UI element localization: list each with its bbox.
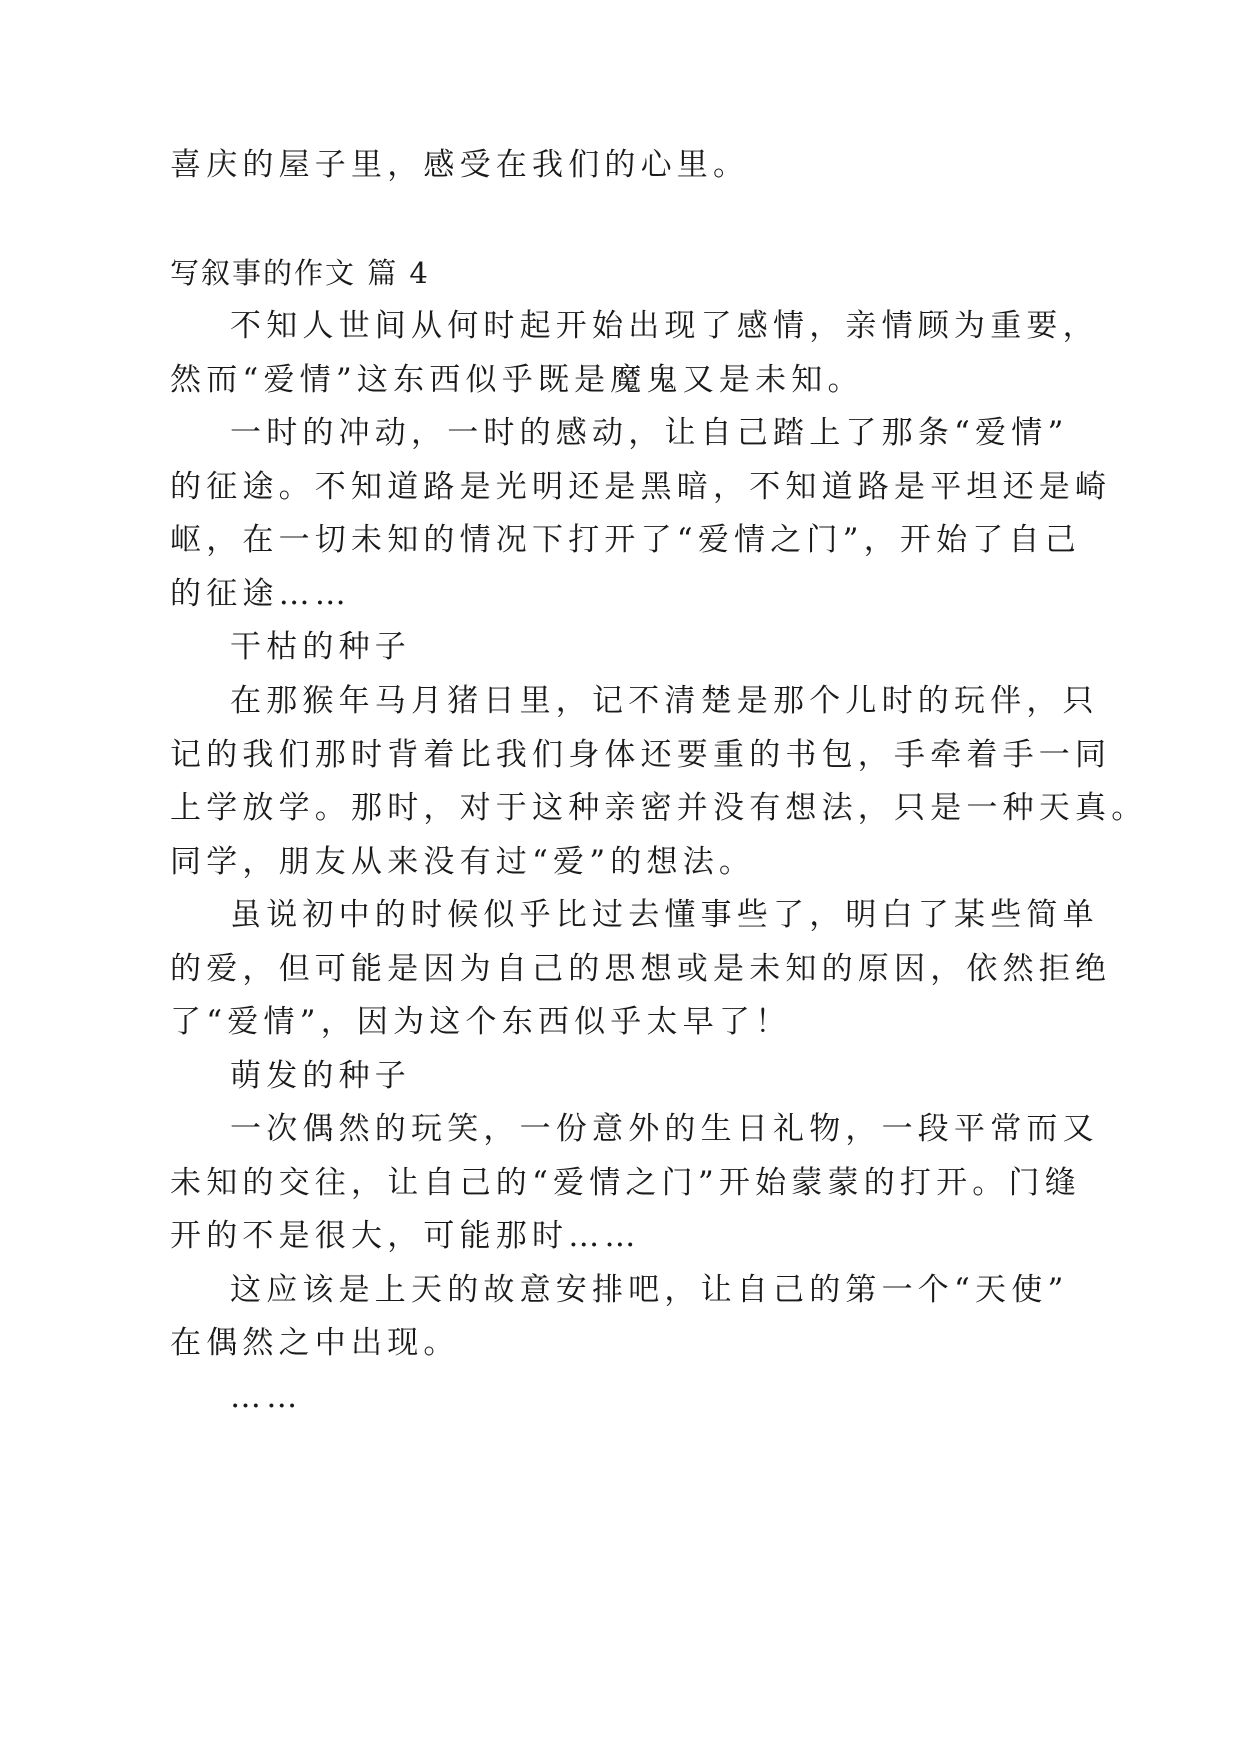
paragraph-line: 的爱，但可能是因为自己的思想或是未知的原因，依然拒绝 (170, 951, 1112, 987)
paragraph-line: 未知的交往，让自己的“爱情之门”开始蒙蒙的打开。门缝 (170, 1165, 1081, 1201)
paragraph-line: 的征途…… (170, 576, 351, 612)
paragraph-line: 记的我们那时背着比我们身体还要重的书包，手牵着手一同 (170, 737, 1112, 773)
paragraph-line: 的征途。不知道路是光明还是黑暗，不知道路是平坦还是崎 (170, 469, 1112, 505)
section-heading: 写叙事的作文 篇 4 (170, 256, 430, 290)
paragraph-line: 然而“爱情”这东西似乎既是魔鬼又是未知。 (170, 362, 864, 398)
paragraph-line: 这应该是上天的故意安排吧，让自己的第一个“天使” (230, 1272, 1069, 1308)
paragraph-line: 了“爱情”，因为这个东西似乎太早了！ (170, 1004, 792, 1040)
paragraph-line: 一时的冲动，一时的感动，让自己踏上了那条“爱情” (230, 415, 1069, 451)
paragraph-line: 不知人世间从何时起开始出现了感情，亲情顾为重要， (230, 308, 1099, 344)
paragraph-line: 一次偶然的玩笑，一份意外的生日礼物，一段平常而又 (230, 1111, 1099, 1147)
paragraph-line: 岖，在一切未知的情况下打开了“爱情之门”，开始了自己 (170, 522, 1081, 558)
carryover-line: 喜庆的屋子里，感受在我们的心里。 (170, 147, 750, 183)
subheading-line: 干枯的种子 (230, 629, 411, 665)
paragraph-line: 在那猴年马月猪日里，记不清楚是那个儿时的玩伴，只 (230, 683, 1099, 719)
subheading-line: 萌发的种子 (230, 1058, 411, 1094)
paragraph-line: 上学放学。那时，对于这种亲密并没有想法，只是一种天真。 (170, 790, 1148, 826)
paragraph-line: 虽说初中的时候似乎比过去懂事些了，明白了某些简单 (230, 897, 1099, 933)
paragraph-line: 在偶然之中出现。 (170, 1325, 460, 1361)
ellipsis-line: …… (230, 1379, 303, 1415)
paragraph-line: 开的不是很大，可能那时…… (170, 1218, 641, 1254)
paragraph-line: 同学，朋友从来没有过“爱”的想法。 (170, 844, 756, 880)
